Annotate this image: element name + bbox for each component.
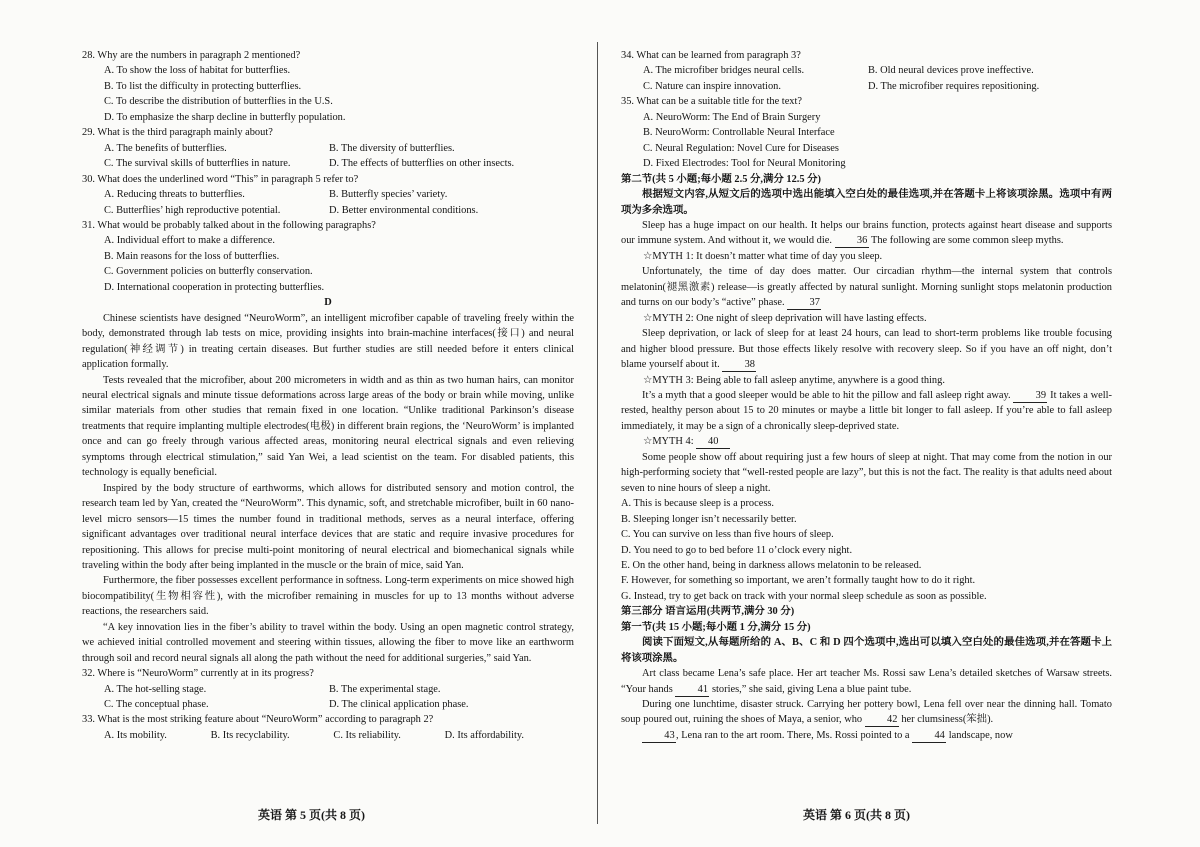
myth-4-label: ☆MYTH 4: — [643, 436, 694, 448]
section-2-heading: 第二节(共 5 小题;每小题 2.5 分,满分 12.5 分) — [621, 173, 822, 185]
page-footer-right: 英语 第 6 页(共 8 页) — [803, 808, 910, 822]
myth-2: ☆MYTH 2: One night of sleep deprivation will have lasting effects. — [643, 312, 927, 324]
blank-44: 44 — [912, 730, 946, 743]
cloze-p1-text-b: stories,” she said, giving Lena a blue paint tube. — [711, 683, 912, 695]
cloze-paragraph-3 — [621, 728, 1112, 743]
q33-option-c: C. Its reliability. — [333, 729, 401, 741]
blank-38: 38 — [722, 359, 756, 372]
cloze-p2-text-b: her clumsiness(笨拙). — [901, 714, 994, 726]
q28-option-c: C. To describe the distribution of butterflies in the U.S. — [104, 96, 333, 108]
sleep-p4-text-a: It’s a myth that a good sleeper would be able to hit the pillow and fall asleep right away. — [642, 389, 1011, 401]
question-29: 29. What is the third paragraph mainly about? — [82, 127, 273, 139]
sleep-paragraph-2 — [621, 264, 1112, 310]
q35-option-a: A. NeuroWorm: The End of Brain Surgery — [643, 111, 821, 123]
q31-option-a: A. Individual effort to make a difference. — [104, 235, 275, 247]
cloze-paragraph-2 — [621, 697, 1112, 728]
q29-option-c: C. The survival skills of butterflies in nature. — [104, 158, 291, 170]
question-28: 28. Why are the numbers in paragraph 2 mentioned? — [82, 50, 301, 61]
choice-a: A. This is because sleep is a process. — [621, 498, 775, 510]
q34-option-b: B. Old neural devices prove ineffective. — [868, 65, 1034, 77]
q34-option-a: A. The microfiber bridges neural cells. — [643, 65, 805, 77]
q35-option-d: D. Fixed Electrodes: Tool for Neural Monitoring — [643, 158, 846, 170]
q32-option-d: D. The clinical application phase. — [329, 699, 469, 711]
sleep-p2-text: Unfortunately, the time of day does matter. Our circadian rhythm—the internal system that controls melatonin(褪黑激素) release—is greatly affected by natural sunlight. Morning sunlight stops melatonin production and turns on our body’s “active” phase. — [621, 266, 1112, 309]
q31-option-b: B. Main reasons for the loss of butterflies. — [104, 250, 280, 262]
column-divider — [597, 42, 598, 824]
blank-43: 43 — [642, 730, 676, 743]
passage-d-paragraph-3: Inspired by the body structure of earthworms, which allows for distributed sensory and motion control, the research team led by Yan, created the “NeuroWorm”. This dynamic, soft, and stretchable microfiber, built in 60 nano-level micro sensors—15 times the number found in traditional methods, serves as a neural interface, offering significant advantages over traditional neural interface devices that are static and require invasive procedures for repositioning. This allows for precise multi-point monitoring of neural electrical and biomechanical signals while traveling within the body after being implanted in the muscle or the brain of mice, said Yan. — [82, 482, 574, 571]
passage-d-paragraph-5: “A key innovation lies in the fiber’s ability to travel within the body. Using an open magnetic control strategy, we achieved initial controlled movement and steering within tissues, allowing the fiber to move like an earthworm through soil and record neural signals all along the path without the need for additional surgeries,” said Yan. — [82, 621, 574, 664]
q28-option-a: A. To show the loss of habitat for butterflies. — [104, 65, 291, 77]
question-30: 30. What does the underlined word “This” in paragraph 5 refer to? — [82, 173, 359, 185]
q32-option-a: A. The hot-selling stage. — [104, 683, 207, 695]
q34-options-row-1 — [621, 63, 1112, 78]
q31-option-d: D. International cooperation in protecting butterflies. — [104, 281, 325, 293]
passage-d-paragraph-2: Tests revealed that the microfiber, about 200 micrometers in width and as thin as two human hairs, can monitor neural electrical signals and minute tissue deformations across large areas of the body or brain while moving, unlike similar materials from other studies that remain fixed in one location. “Unlike traditional Parkinson’s disease treatments that require implanting multiple electrodes(电极) in different brain regions, the ‘NeuroWorm’ is implanted once and can go freely through various affected areas, monitoring neural electrical signals and even relieving symptoms through electrical stimulation,” said Yan Wei, a lead scientist on the team. For disabled patients, this technology is equally beneficial. — [82, 374, 574, 479]
q31-option-c: C. Government policies on butterfly conservation. — [104, 266, 313, 278]
q30-options-row-1 — [82, 187, 574, 202]
left-page-column — [82, 48, 574, 743]
sleep-p3-text: Sleep deprivation, or lack of sleep for at least 24 hours, can lead to short-term problems like trouble focusing and higher blood pressure. But those effects likely resolve with recovery sleep. So if you have an off night, don’t blame yourself about it. — [621, 328, 1112, 371]
right-page-column — [621, 48, 1112, 743]
q33-option-b: B. Its recyclability. — [210, 729, 290, 741]
cloze-p3-text-b: landscape, now — [948, 729, 1013, 741]
sleep-paragraph-1 — [621, 218, 1112, 249]
q34-options-row-2 — [621, 79, 1112, 94]
q30-option-d: D. Better environmental conditions. — [329, 204, 479, 216]
blank-39: 39 — [1013, 390, 1047, 403]
q29-options-row-1 — [82, 141, 574, 156]
choice-b: B. Sleeping longer isn’t necessarily better. — [621, 513, 797, 525]
q29-option-a: A. The benefits of butterflies. — [104, 142, 227, 154]
blank-41: 41 — [675, 684, 709, 697]
section-d-heading: D — [324, 297, 332, 309]
q34-option-d: D. The microfiber requires repositioning. — [868, 80, 1040, 92]
myth-3: ☆MYTH 3: Being able to fall asleep anytime, anywhere is a good thing. — [643, 374, 945, 386]
q34-option-c: C. Nature can inspire innovation. — [643, 80, 781, 92]
choice-d: D. You need to go to bed before 11 o’clock every night. — [621, 544, 853, 556]
sleep-p1-text-b: The following are some common sleep myths. — [871, 235, 1064, 247]
q30-option-c: C. Butterflies’ high reproductive potential. — [104, 204, 281, 216]
q29-options-row-2 — [82, 156, 574, 171]
sleep-p4-text-b: It takes a well-rested, healthy person about 15 to 20 minutes or maybe a little bit longer to fall asleep. If you’re able to fall asleep immediately, it may be a sign of a chronically sleep-deprived state. — [621, 389, 1112, 432]
blank-36: 36 — [835, 235, 869, 248]
q33-option-d: D. Its affordability. — [444, 729, 524, 741]
q32-options-row-1 — [82, 682, 574, 697]
q30-options-row-2 — [82, 203, 574, 218]
question-34: 34. What can be learned from paragraph 3? — [621, 50, 801, 61]
q30-option-a: A. Reducing threats to butterflies. — [104, 189, 245, 201]
myth-4 — [621, 434, 1112, 449]
cloze-p3-text-a: , Lena ran to the art room. There, Ms. Rossi pointed to a — [676, 729, 910, 741]
page-footer-left: 英语 第 5 页(共 8 页) — [258, 808, 365, 822]
q33-option-a: A. Its mobility. — [104, 729, 167, 741]
choice-e: E. On the other hand, being in darkness allows melatonin to be released. — [621, 559, 922, 571]
question-32: 32. Where is “NeuroWorm” currently at in its progress? — [82, 668, 314, 680]
question-35: 35. What can be a suitable title for the text? — [621, 96, 802, 108]
part-3-heading: 第三部分 语言运用(共两节,满分 30 分) — [621, 606, 795, 618]
q28-option-b: B. To list the difficulty in protecting butterflies. — [104, 80, 302, 92]
passage-d-paragraph-4: Furthermore, the fiber possesses excellent performance in softness. Long-term experiments on mice showed high biocompatibility(生物相容性), with the microfiber remaining in muscles for up to 13 months without adverse reactions, the researchers said. — [82, 575, 574, 618]
sleep-paragraph-4 — [621, 388, 1112, 434]
q28-option-d: D. To emphasize the sharp decline in butterfly population. — [104, 111, 346, 123]
choice-g: G. Instead, try to get back on track with your normal sleep schedule as soon as possible. — [621, 590, 987, 602]
question-31: 31. What would be probably talked about in the following paragraphs? — [82, 219, 376, 231]
passage-d-paragraph-1: Chinese scientists have designed “NeuroWorm”, an intelligent microfiber capable of traveling freely within the body, demonstrated through lab tests on mice, providing insights into brain-machine interfaces(接口) and neural regulation(神经调节) in treating certain diseases. But further studies are still needed before it enters clinical application formally. — [82, 312, 574, 371]
blank-40: 40 — [696, 436, 730, 449]
sleep-paragraph-3 — [621, 326, 1112, 372]
q32-options-row-2 — [82, 697, 574, 712]
blank-37: 37 — [787, 297, 821, 310]
question-33: 33. What is the most striking feature about “NeuroWorm” according to paragraph 2? — [82, 714, 434, 726]
choice-c: C. You can survive on less than five hours of sleep. — [621, 529, 834, 541]
part-3-section-1-heading: 第一节(共 15 小题;每小题 1 分,满分 15 分) — [621, 621, 811, 633]
q32-option-b: B. The experimental stage. — [329, 683, 441, 695]
q29-option-d: D. The effects of butterflies on other insects. — [329, 158, 515, 170]
blank-42: 42 — [865, 714, 899, 727]
sleep-p1-text-a: Sleep has a huge impact on our health. It helps our brains function, protects against heart disease and supports our immune system. And without it, we would die. — [621, 219, 1112, 247]
cloze-p1-text-a: Art class became Lena’s safe place. Her art teacher Ms. Rossi saw Lena’s detailed sketches of Warsaw streets. “Your hands — [621, 668, 1112, 695]
sleep-paragraph-5: Some people show off about requiring just a few hours of sleep at night. That may come from the notion in our high-performing society that “well-rested people are lazy”, but this is not the fact. The reality is that adults need about seven to nine hours of sleep a night. — [621, 451, 1112, 494]
q35-option-b: B. NeuroWorm: Controllable Neural Interface — [643, 127, 835, 139]
choice-f: F. However, for something so important, we aren’t formally taught how to do it right. — [621, 575, 976, 587]
q32-option-c: C. The conceptual phase. — [104, 699, 209, 711]
q35-option-c: C. Neural Regulation: Novel Cure for Diseases — [643, 142, 839, 154]
cloze-p2-text-a: During one lunchtime, disaster struck. Carrying her pottery bowl, Lena fell over near the dinning hall. Tomato soup poured out, ruining the shoes of Maya, a senior, who — [621, 699, 1112, 726]
part-3-instruction: 阅读下面短文,从每题所给的 A、B、C 和 D 四个选项中,选出可以填入空白处的最佳选项,并在答题卡上将该项涂黑。 — [621, 637, 1112, 664]
cloze-paragraph-1 — [621, 666, 1112, 697]
section-2-instruction: 根据短文内容,从短文后的选项中选出能填入空白处的最佳选项,并在答题卡上将该项涂黑。选项中有两项为多余选项。 — [621, 189, 1112, 216]
q33-options-row — [82, 728, 524, 743]
myth-1: ☆MYTH 1: It doesn’t matter what time of day you sleep. — [643, 250, 883, 262]
q29-option-b: B. The diversity of butterflies. — [329, 142, 455, 154]
q30-option-b: B. Butterfly species’ variety. — [329, 189, 448, 201]
